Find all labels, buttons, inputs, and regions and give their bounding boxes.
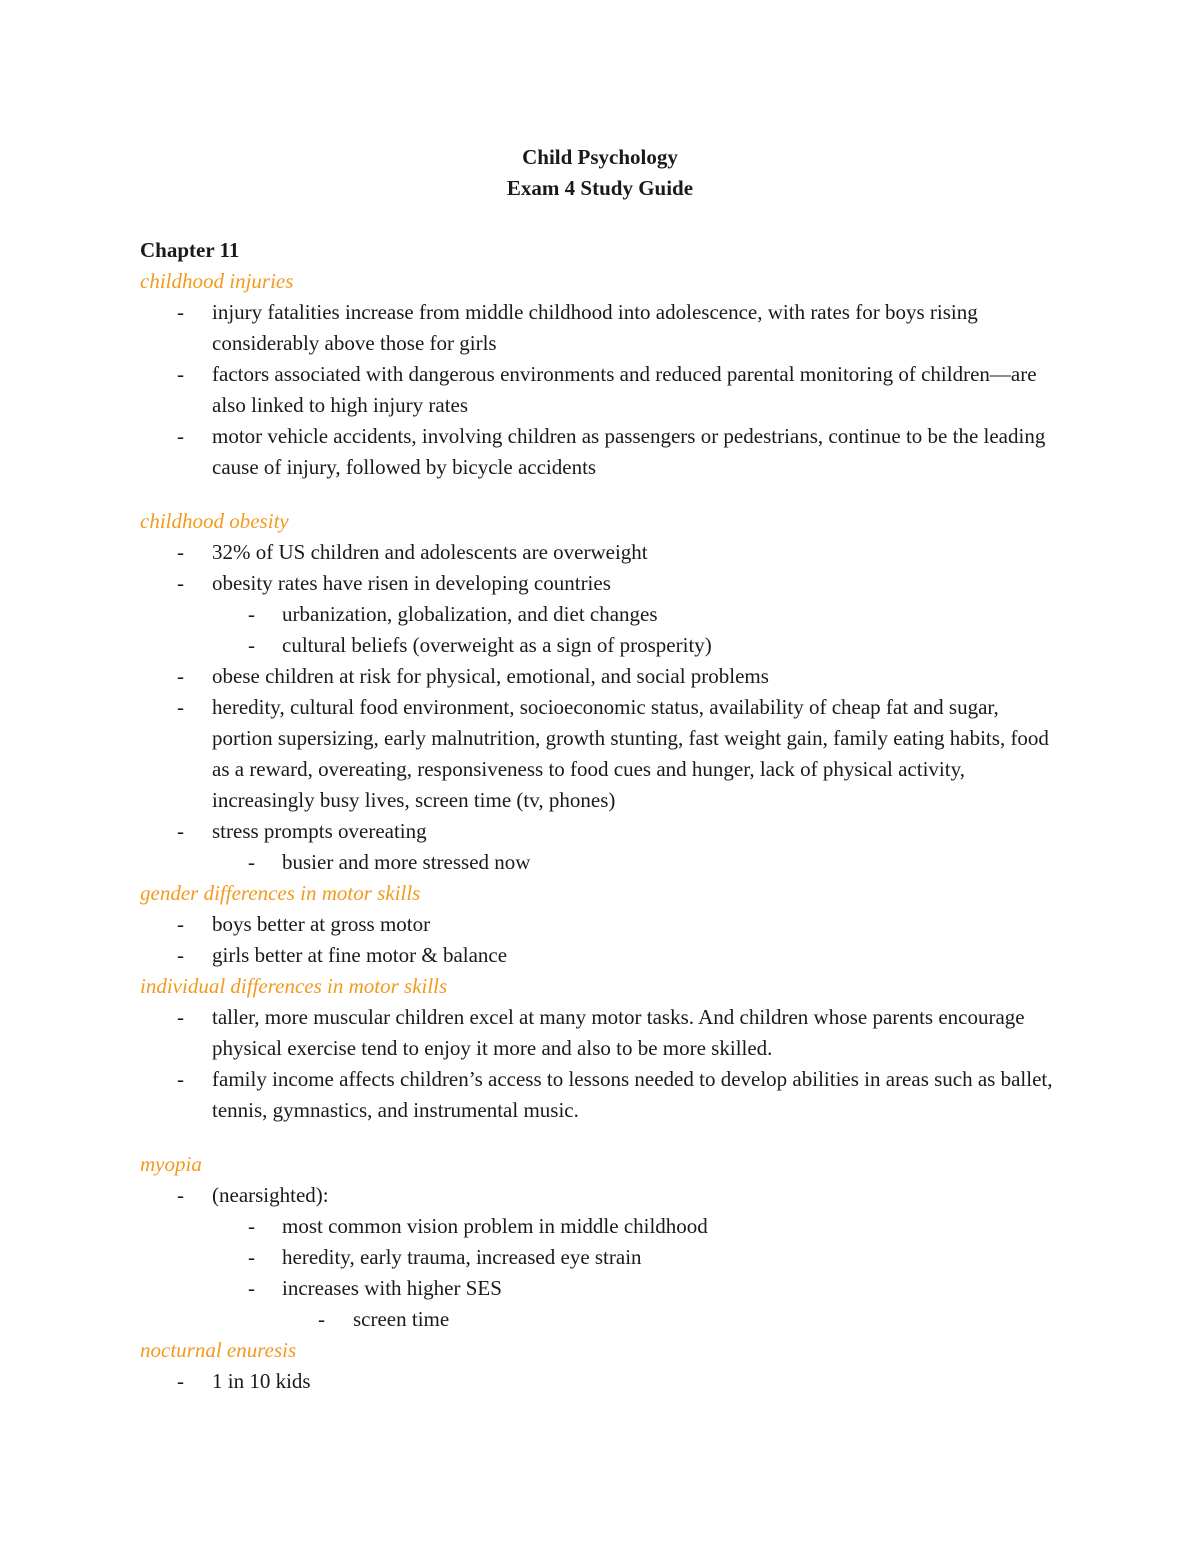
list-item: [140, 1242, 1060, 1273]
title-block: [0, 142, 1200, 204]
section-heading: individual differences in motor skills: [140, 974, 448, 998]
list-item-text: heredity, cultural food environment, socioeconomic status, availability of cheap fat and sugar, portion supersizing, early malnutrition, growth stunting, fast weight gain, family eating habits, food as a reward, overeating, responsiveness to food cues and hunger, lack of physical activity, increasingly busy lives, screen time (tv, phones): [212, 695, 1049, 812]
dash-bullet: -: [177, 1067, 184, 1091]
dash-bullet: -: [177, 571, 184, 595]
dash-bullet: -: [177, 300, 184, 324]
list-item-text: injury fatalities increase from middle childhood into adolescence, with rates for boys rising considerably above those for girls: [212, 300, 978, 355]
list-item: [140, 537, 1060, 568]
list-item-text: cultural beliefs (overweight as a sign of prosperity): [282, 633, 712, 657]
list-item-text: 1 in 10 kids: [212, 1369, 311, 1393]
document-content: [140, 235, 1060, 1397]
list-item-text: (nearsighted):: [212, 1183, 329, 1207]
dash-bullet: -: [177, 1369, 184, 1393]
list-item: [140, 909, 1060, 940]
list-item: [140, 1002, 1060, 1064]
dash-bullet: -: [177, 664, 184, 688]
dash-bullet: -: [248, 633, 255, 657]
dash-bullet: -: [177, 1183, 184, 1207]
list-item-text: busier and more stressed now: [282, 850, 531, 874]
dash-bullet: -: [177, 695, 184, 719]
dash-bullet: -: [248, 1245, 255, 1269]
list-item: [140, 1304, 1060, 1335]
dash-bullet: -: [177, 1005, 184, 1029]
section-heading: myopia: [140, 1152, 202, 1176]
list-item: [140, 692, 1060, 816]
dash-bullet: -: [177, 943, 184, 967]
list-item-text: obesity rates have risen in developing countries: [212, 571, 611, 595]
list-item: [140, 359, 1060, 421]
dash-bullet: -: [248, 602, 255, 626]
dash-bullet: -: [248, 1214, 255, 1238]
list-item: [140, 1366, 1060, 1397]
list-item: [140, 816, 1060, 847]
section-heading: gender differences in motor skills: [140, 881, 421, 905]
list-item-text: stress prompts overeating: [212, 819, 427, 843]
chapter-heading: Chapter 11: [140, 238, 240, 262]
list-item-text: taller, more muscular children excel at many motor tasks. And children whose parents encourage physical exercise tend to enjoy it more and also to be more skilled.: [212, 1005, 1025, 1060]
dash-bullet: -: [248, 1276, 255, 1300]
list-item: [140, 661, 1060, 692]
list-item: [140, 297, 1060, 359]
list-item-text: 32% of US children and adolescents are overweight: [212, 540, 648, 564]
list-item: [140, 1064, 1060, 1126]
list-item: [140, 568, 1060, 599]
dash-bullet: -: [177, 362, 184, 386]
list-item: [140, 1211, 1060, 1242]
list-item: [140, 1273, 1060, 1304]
list-item-text: heredity, early trauma, increased eye strain: [282, 1245, 642, 1269]
list-item: [140, 847, 1060, 878]
dash-bullet: -: [248, 850, 255, 874]
section-heading: nocturnal enuresis: [140, 1338, 297, 1362]
dash-bullet: -: [177, 912, 184, 936]
list-item-text: most common vision problem in middle childhood: [282, 1214, 708, 1238]
list-item-text: screen time: [353, 1307, 450, 1331]
section-heading: childhood obesity: [140, 509, 289, 533]
document-subtitle: Exam 4 Study Guide: [506, 176, 694, 200]
dash-bullet: -: [318, 1307, 325, 1331]
list-item-text: urbanization, globalization, and diet changes: [282, 602, 658, 626]
list-item: [140, 421, 1060, 483]
list-item-text: family income affects children’s access to lessons needed to develop abilities in areas such as ballet, tennis, gymnastics, and instrumental music.: [212, 1067, 1053, 1122]
section-heading: childhood injuries: [140, 269, 294, 293]
spacer: [140, 1126, 1060, 1149]
list-item-text: motor vehicle accidents, involving children as passengers or pedestrians, continue to be the leading cause of injury, followed by bicycle accidents: [212, 424, 1046, 479]
list-item-text: factors associated with dangerous environments and reduced parental monitoring of children—are also linked to high injury rates: [212, 362, 1037, 417]
list-item: [140, 599, 1060, 630]
list-item: [140, 630, 1060, 661]
list-item: [140, 1180, 1060, 1211]
dash-bullet: -: [177, 540, 184, 564]
list-item-text: increases with higher SES: [282, 1276, 502, 1300]
dash-bullet: -: [177, 424, 184, 448]
document-title: Child Psychology: [522, 145, 678, 169]
list-item: [140, 940, 1060, 971]
list-item-text: obese children at risk for physical, emotional, and social problems: [212, 664, 769, 688]
list-item-text: boys better at gross motor: [212, 912, 431, 936]
list-item-text: girls better at fine motor & balance: [212, 943, 508, 967]
dash-bullet: -: [177, 819, 184, 843]
spacer: [140, 483, 1060, 506]
